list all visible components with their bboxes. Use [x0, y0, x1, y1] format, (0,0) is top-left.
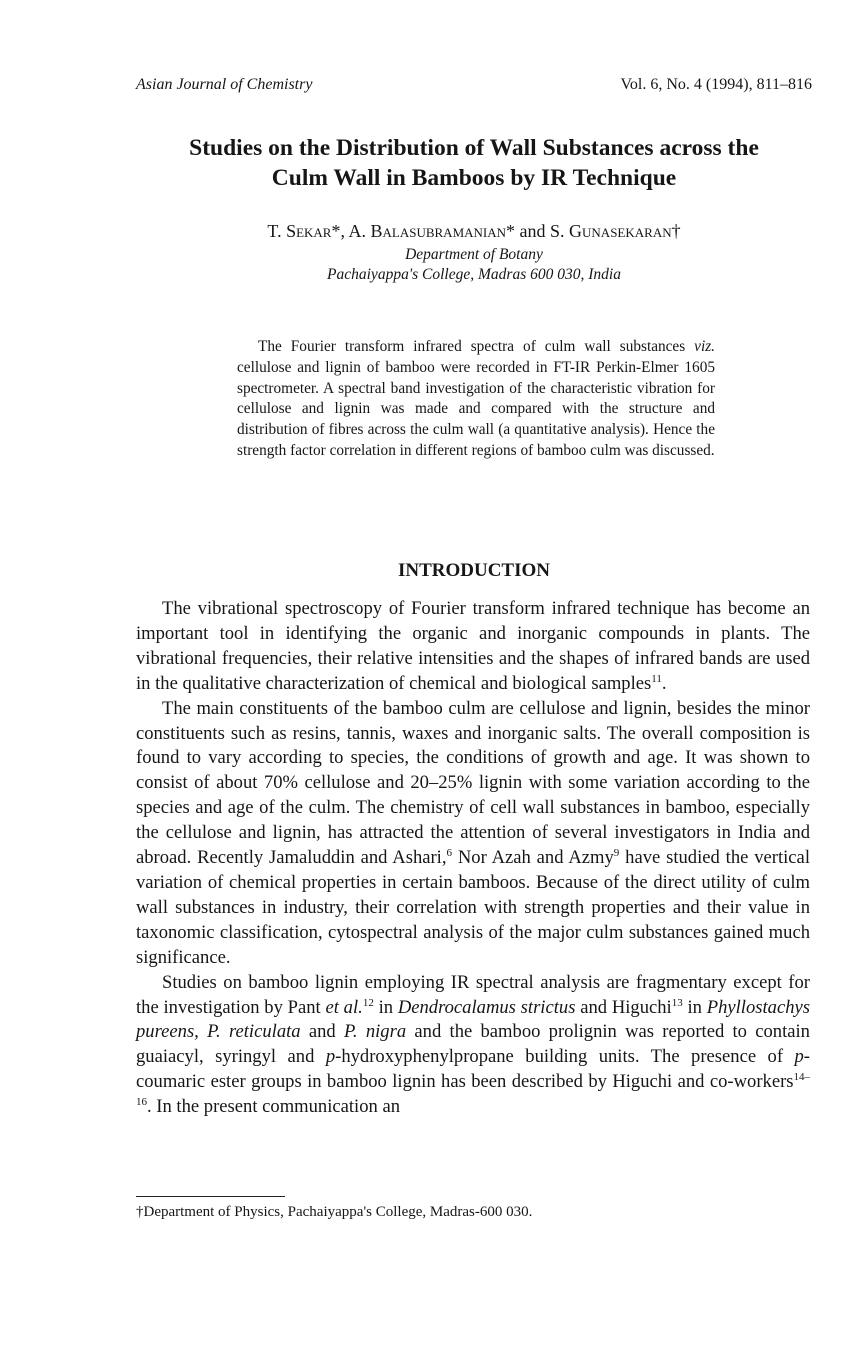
- abstract: [237, 337, 715, 462]
- footnote: †Department of Physics, Pachaiyappa's College, Madras-600 030.: [136, 1204, 533, 1220]
- author-2-mark: * and: [506, 221, 551, 241]
- author-list: [120, 221, 828, 242]
- italic-p-1: p: [325, 1046, 336, 1068]
- affiliation: [120, 245, 828, 285]
- paragraph-1-text: The vibrational spectroscopy of Fourier transform infrared technique has become an important tool in identifying the organic and inorganic compounds in plants. The vibrational frequencies, their relative intensities and the shapes of infrared bands are used in the qualitative characterization of chemical and biological samples: [136, 598, 810, 694]
- paragraph-3-text-6: and the bamboo prolignin was reported to contain guaiacyl, syringyl and: [136, 1021, 810, 1068]
- affiliation-department: Department of Botany: [405, 246, 543, 263]
- title-line-2: Culm Wall in Bamboos by IR Technique: [271, 165, 677, 191]
- section-heading-introduction: INTRODUCTION: [397, 560, 551, 581]
- reference-11: 11: [651, 672, 662, 685]
- species-dendrocalamus: Dendrocalamus strictus: [397, 996, 576, 1018]
- introduction-body: [136, 597, 810, 1120]
- author-3-mark: †: [671, 221, 681, 241]
- reference-9: 9: [613, 847, 620, 860]
- author-3-initial: S.: [550, 221, 570, 241]
- abstract-viz: viz.: [694, 338, 715, 355]
- reference-14-16: 14–16: [136, 1071, 810, 1109]
- et-al: et al.: [325, 996, 363, 1018]
- author-1-mark: *,: [331, 221, 349, 241]
- title-line-1: Studies on the Distribution of Wall Substances across the: [189, 135, 759, 161]
- author-3-name: Gunasekaran: [569, 221, 672, 241]
- article-title: [120, 133, 828, 193]
- paragraph-3-text-8: -coumaric ester groups in bamboo lignin has been described by Higuchi and co-workers: [136, 1046, 810, 1093]
- affiliation-institution: Pachaiyappa's College, Madras 600 030, India: [327, 266, 621, 283]
- paragraph-3-text-9: . In the present communication an: [147, 1096, 401, 1118]
- reference-12: 12: [362, 996, 374, 1009]
- paragraph-3-text-1: Studies on bamboo lignin employing IR spectral analysis are fragmentary except for the investigation by Pant: [136, 971, 810, 1018]
- author-2-initial: A.: [348, 221, 371, 241]
- paragraph-3-text-2: in: [373, 996, 398, 1018]
- paragraph-3-text-4: in: [682, 996, 707, 1018]
- italic-p-2: p: [794, 1046, 804, 1068]
- reference-13: 13: [671, 996, 683, 1009]
- paragraph-2: [136, 697, 810, 971]
- running-header-journal: Asian Journal of Chemistry: [136, 76, 313, 93]
- abstract-text-2: cellulose and lignin of bamboo were recorded in FT-IR Perkin-Elmer 1605 spectrometer. A spectral band investigation of the characteristic vibration for cellulose and lignin was made and compared with the structure and distribution of fibres across the culm wall (a quantitative analysis). Hence the strength factor correlation in different regions of bamboo culm was discussed.: [237, 358, 715, 459]
- author-2-name: Balasubramanian: [370, 221, 507, 241]
- paragraph-1-end: .: [661, 672, 667, 694]
- paragraph-1: [136, 597, 810, 697]
- paragraph-3: [136, 971, 810, 1120]
- paragraph-2-text-3: have studied the vertical variation of chemical properties in certain bamboos. Because of the direct utility of culm wall substances in industry, their correlation with strength properties and their value in taxonomic classification, cytospectral analysis of the major culm substances gained much significance.: [136, 847, 810, 968]
- paragraph-3-text-5: and: [300, 1021, 344, 1043]
- species-p-nigra: P. nigra: [343, 1021, 407, 1043]
- abstract-text-1: The Fourier transform infrared spectra of culm wall substances: [258, 338, 695, 355]
- species-phyllostachys: Phyllostachys pureens, P. reticulata: [136, 996, 811, 1043]
- reference-6: 6: [446, 847, 452, 860]
- footnote-divider: [136, 1196, 285, 1197]
- author-1-initial: T.: [267, 221, 287, 241]
- paragraph-3-text-7: -hydroxyphenylpropane building units. The presence of: [335, 1046, 795, 1068]
- paragraph-3-text-3: and Higuchi: [575, 996, 672, 1018]
- author-1-name: Sekar: [286, 221, 332, 241]
- paragraph-2-text-2: Nor Azah and Azmy: [452, 847, 614, 869]
- running-header-citation: Vol. 6, No. 4 (1994), 811–816: [620, 76, 812, 93]
- paragraph-2-text-1: The main constituents of the bamboo culm are cellulose and lignin, besides the minor constituents such as resins, tannis, waxes and inorganic salts. The overall composition is found to vary according to species, the conditions of growth and age. It was shown to consist of about 70% cellulose and 20–25% lignin with some variation according to the species and age of the culm. The chemistry of cell wall substances in bamboo, especially the cellulose and lignin, has attracted the attention of several investigators in India and abroad. Recently Jamaluddin and Ashari,: [136, 697, 810, 869]
